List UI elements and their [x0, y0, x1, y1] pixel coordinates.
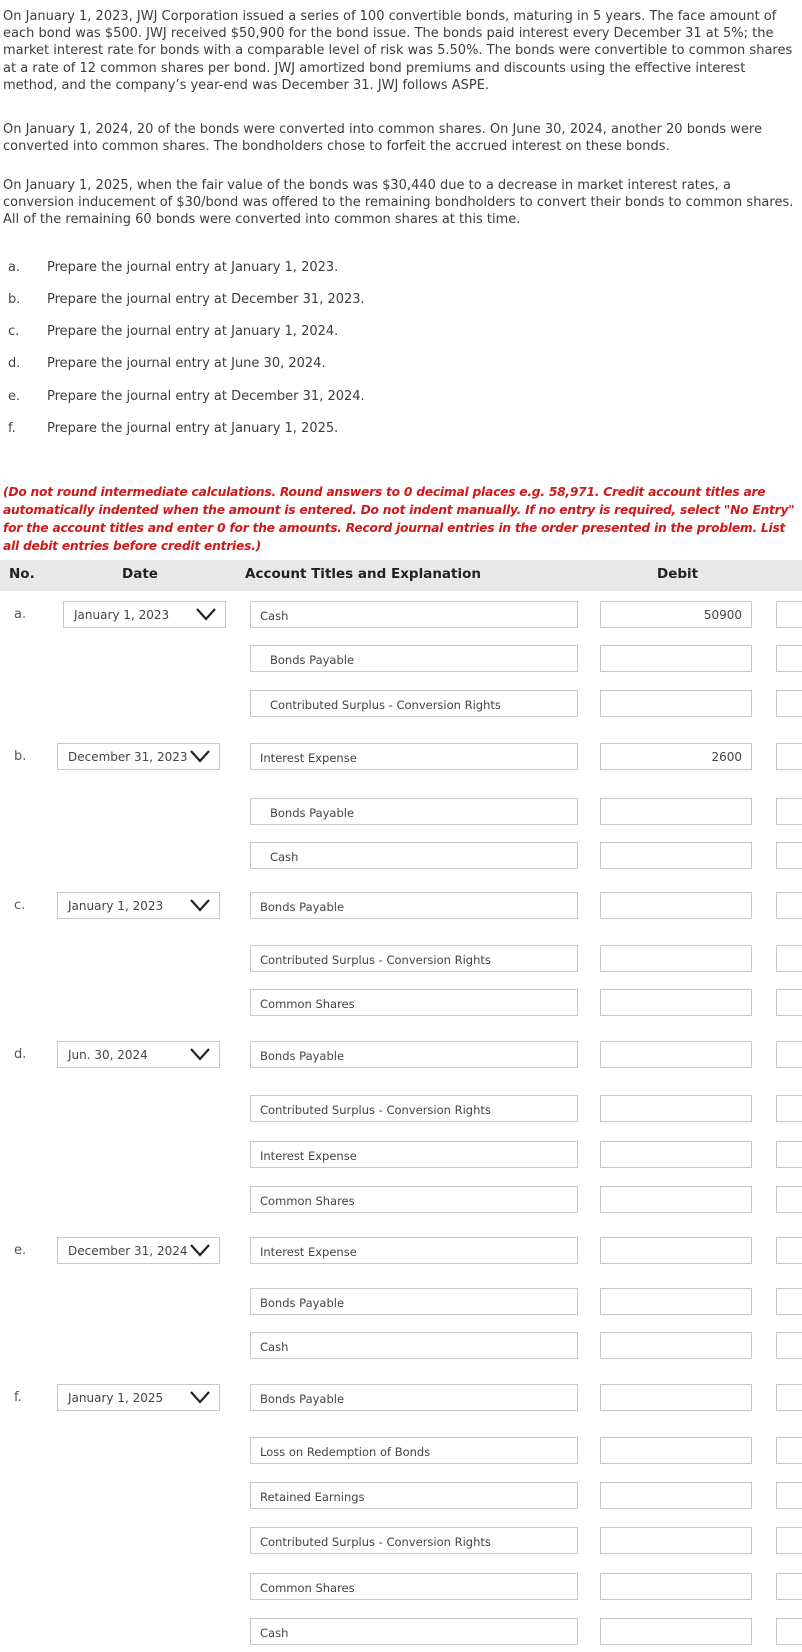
account-title-input[interactable]: [250, 1332, 578, 1359]
account-title-value: Contributed Surplus - Conversion Rights: [260, 1103, 491, 1117]
account-title-input[interactable]: [250, 645, 578, 672]
task-letter: e.: [8, 389, 21, 404]
account-title-input[interactable]: [250, 1573, 578, 1600]
problem-paragraph-2: On January 1, 2024, 20 of the bonds were converted into common shares. On June 30, 2024, another 20 bonds were converted into common shares. The bondholders chose to forfeit the accrued interest on these bonds.: [3, 122, 762, 155]
account-title-value: Cash: [260, 1626, 289, 1640]
credit-input[interactable]: [776, 1618, 802, 1645]
date-select-value: January 1, 2023: [74, 608, 170, 622]
account-title-input[interactable]: [250, 989, 578, 1016]
account-title-input[interactable]: [250, 1141, 578, 1168]
account-title-value: Common Shares: [260, 1581, 355, 1595]
account-title-value: Common Shares: [260, 997, 355, 1011]
credit-input[interactable]: [776, 1288, 802, 1315]
task-text: Prepare the journal entry at January 1, 2025.: [47, 421, 339, 436]
account-title-value: Bonds Payable: [260, 900, 345, 914]
instructions: (Do not round intermediate calculations. Round answers to 0 decimal places e.g. 58,971. Credit account titles are automatically indented when the amount is entered. Do not indent manually. If no entry is required, select "No Entry" for the account titles and enter 0 for the amounts. Record journal entries in the order presented in the problem. List all debit entries before credit entries.): [3, 485, 795, 553]
header-date: Date: [122, 566, 158, 582]
header-account: Account Titles and Explanation: [245, 566, 482, 582]
account-title-value: Cash: [270, 850, 299, 864]
debit-input[interactable]: [600, 989, 752, 1016]
account-title-input[interactable]: [250, 743, 578, 770]
debit-value: 50900: [703, 608, 742, 622]
credit-input[interactable]: [776, 989, 802, 1016]
debit-input[interactable]: [600, 601, 752, 628]
account-title-value: Loss on Redemption of Bonds: [260, 1445, 431, 1459]
account-title-input[interactable]: [250, 1041, 578, 1068]
credit-input[interactable]: [776, 690, 802, 717]
debit-input[interactable]: [600, 1288, 752, 1315]
date-select-value: December 31, 2023: [68, 750, 188, 764]
entry-number: e.: [14, 1243, 27, 1258]
debit-input[interactable]: [600, 690, 752, 717]
credit-input[interactable]: [776, 945, 802, 972]
account-title-input[interactable]: [250, 945, 578, 972]
account-title-value: Cash: [260, 1340, 289, 1354]
account-title-value: Interest Expense: [260, 1245, 357, 1259]
credit-input[interactable]: [776, 1437, 802, 1464]
chevron-down-icon: [195, 607, 217, 621]
debit-input[interactable]: [600, 1041, 752, 1068]
task-letter: f.: [8, 421, 16, 436]
account-title-value: Bonds Payable: [270, 653, 355, 667]
debit-value: 2600: [711, 750, 742, 764]
account-title-value: Contributed Surplus - Conversion Rights: [260, 953, 491, 967]
credit-input[interactable]: [776, 1482, 802, 1509]
credit-input[interactable]: [776, 842, 802, 869]
date-select-value: January 1, 2023: [68, 899, 164, 913]
account-title-input[interactable]: [250, 842, 578, 869]
credit-input[interactable]: [776, 892, 802, 919]
chevron-down-icon: [189, 1390, 211, 1404]
account-title-input[interactable]: [250, 1527, 578, 1554]
account-title-value: Contributed Surplus - Conversion Rights: [270, 698, 501, 712]
credit-input[interactable]: [776, 645, 802, 672]
date-select[interactable]: [63, 601, 226, 628]
account-title-input[interactable]: [250, 1237, 578, 1264]
account-title-value: Common Shares: [260, 1194, 355, 1208]
credit-input[interactable]: [776, 1186, 802, 1213]
debit-input[interactable]: [600, 743, 752, 770]
header-debit: Debit: [657, 566, 699, 582]
entry-number: d.: [14, 1047, 27, 1062]
account-title-value: Interest Expense: [260, 1149, 357, 1163]
entry-number: a.: [14, 607, 27, 622]
date-select-value: January 1, 2025: [68, 1391, 164, 1405]
credit-input[interactable]: [776, 743, 802, 770]
debit-input[interactable]: [600, 1186, 752, 1213]
credit-input[interactable]: [776, 1332, 802, 1359]
debit-input[interactable]: [600, 1332, 752, 1359]
account-title-value: Bonds Payable: [260, 1049, 345, 1063]
date-select[interactable]: [57, 1237, 220, 1264]
account-title-value: Retained Earnings: [260, 1490, 365, 1504]
task-letter: c.: [8, 324, 20, 339]
account-title-input[interactable]: [250, 1618, 578, 1645]
account-title-value: Bonds Payable: [260, 1296, 345, 1310]
account-title-input[interactable]: [250, 1482, 578, 1509]
debit-input[interactable]: [600, 1384, 752, 1411]
account-title-input[interactable]: [250, 1437, 578, 1464]
problem-paragraph-1: On January 1, 2023, JWJ Corporation issued a series of 100 convertible bonds, maturing in 5 years. The face amount of each bond was $500. JWJ received $50,900 for the bond issue. The bonds paid interest every December 31 at 5%; the market interest rate for bonds with a comparable level of risk was 5.50%. The bonds were convertible to common shares at a rate of 12 common shares per bond. JWJ amortized bond premiums and discounts using the effective interest method, and the company’s year-end was December 31. JWJ follows ASPE.: [3, 9, 793, 93]
task-text: Prepare the journal entry at January 1, 2024.: [47, 324, 339, 339]
debit-input[interactable]: [600, 1482, 752, 1509]
task-letter: a.: [8, 260, 21, 275]
entry-number: f.: [14, 1390, 22, 1405]
credit-input[interactable]: [776, 1095, 802, 1122]
credit-input[interactable]: [776, 1573, 802, 1600]
account-title-value: Bonds Payable: [260, 1392, 345, 1406]
debit-input[interactable]: [600, 1618, 752, 1645]
date-select[interactable]: [57, 892, 220, 919]
account-title-input[interactable]: [250, 1288, 578, 1315]
debit-input[interactable]: [600, 1527, 752, 1554]
credit-input[interactable]: [776, 1384, 802, 1411]
account-title-input[interactable]: [250, 798, 578, 825]
entry-number: c.: [14, 898, 26, 913]
debit-input[interactable]: [600, 798, 752, 825]
task-text: Prepare the journal entry at December 31, 2023.: [47, 292, 365, 307]
task-text: Prepare the journal entry at June 30, 2024.: [47, 356, 326, 371]
account-title-input[interactable]: [250, 892, 578, 919]
task-letter: b.: [8, 292, 21, 307]
date-select[interactable]: [57, 1041, 220, 1068]
debit-input[interactable]: [600, 842, 752, 869]
task-text: Prepare the journal entry at December 31, 2024.: [47, 389, 365, 404]
account-title-value: Contributed Surplus - Conversion Rights: [260, 1535, 491, 1549]
credit-input[interactable]: [776, 1041, 802, 1068]
debit-input[interactable]: [600, 1437, 752, 1464]
account-title-input[interactable]: [250, 601, 578, 628]
date-select-value: Jun. 30, 2024: [68, 1048, 148, 1062]
debit-input[interactable]: [600, 892, 752, 919]
account-title-value: Cash: [260, 609, 289, 623]
debit-input[interactable]: [600, 1237, 752, 1264]
credit-input[interactable]: [776, 1237, 802, 1264]
date-select-value: December 31, 2024: [68, 1244, 188, 1258]
chevron-down-icon: [189, 1243, 211, 1257]
chevron-down-icon: [189, 1047, 211, 1061]
task-letter: d.: [8, 356, 21, 371]
date-select[interactable]: [57, 1384, 220, 1411]
account-title-value: Bonds Payable: [270, 806, 355, 820]
credit-input[interactable]: [776, 798, 802, 825]
account-title-value: Interest Expense: [260, 751, 357, 765]
header-no: No.: [9, 566, 35, 582]
chevron-down-icon: [189, 898, 211, 912]
account-title-input[interactable]: [250, 1384, 578, 1411]
account-title-input[interactable]: [250, 690, 578, 717]
debit-input[interactable]: [600, 645, 752, 672]
account-title-input[interactable]: [250, 1095, 578, 1122]
credit-input[interactable]: [776, 1527, 802, 1554]
account-title-input[interactable]: [250, 1186, 578, 1213]
chevron-down-icon: [189, 749, 211, 763]
debit-input[interactable]: [600, 1573, 752, 1600]
debit-input[interactable]: [600, 1141, 752, 1168]
debit-input[interactable]: [600, 1095, 752, 1122]
task-text: Prepare the journal entry at January 1, 2023.: [47, 260, 339, 275]
problem-paragraph-3: On January 1, 2025, when the fair value of the bonds was $30,440 due to a decrease in market interest rates, a conversion inducement of $30/bond was offered to the remaining bondholders to convert their bonds to common shares. All of the remaining 60 bonds were converted into common shares at this time.: [3, 178, 794, 228]
date-select[interactable]: [57, 743, 220, 770]
credit-input[interactable]: [776, 601, 802, 628]
credit-input[interactable]: [776, 1141, 802, 1168]
debit-input[interactable]: [600, 945, 752, 972]
entry-number: b.: [14, 749, 27, 764]
